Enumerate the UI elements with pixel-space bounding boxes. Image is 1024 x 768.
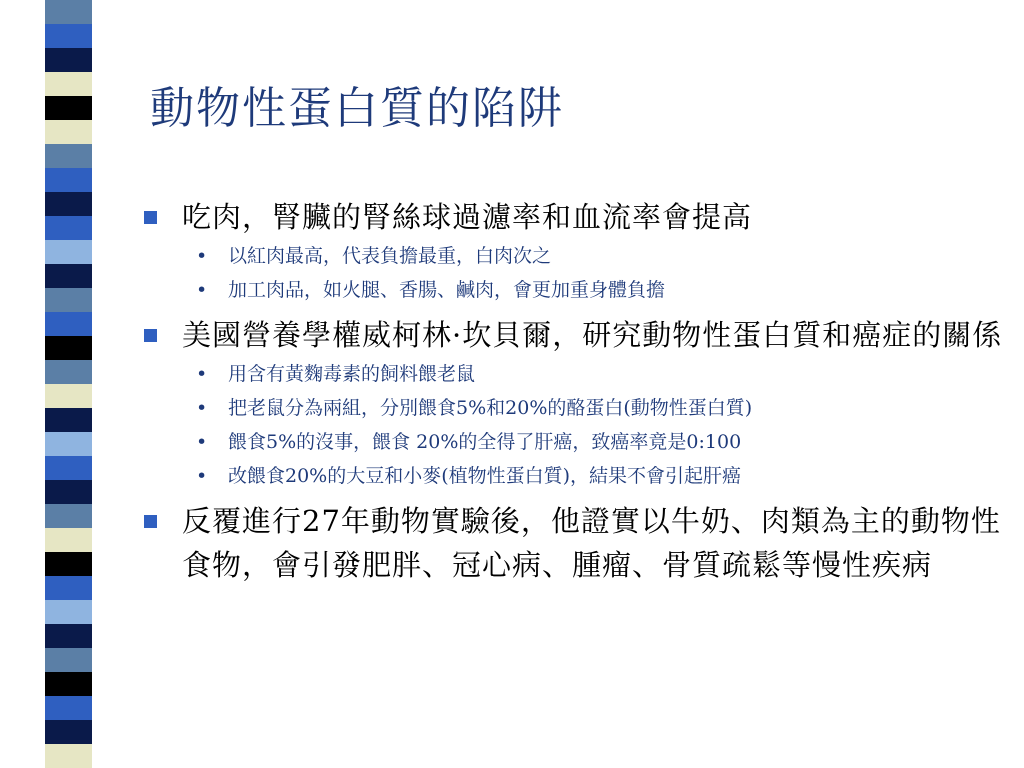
stripe-block: [45, 720, 92, 744]
stripe-block: [45, 480, 92, 504]
stripe-block: [45, 696, 92, 720]
sub-bullet-text: 用含有黃麴毒素的飼料餵老鼠: [228, 363, 476, 385]
stripe-block: [45, 48, 92, 72]
stripe-block: [45, 336, 92, 360]
sub-bullet-2-4: [140, 459, 1010, 493]
bullet-square-icon: [144, 329, 157, 342]
stripe-block: [45, 384, 92, 408]
stripe-block: [45, 288, 92, 312]
stripe-block: [45, 624, 92, 648]
stripe-block: [45, 96, 92, 120]
sub-bullet-1-1: [140, 239, 1010, 273]
bullet-1-text: 吃肉，腎臟的腎絲球過濾率和血流率會提高: [182, 200, 753, 234]
bullet-square-icon: [144, 211, 157, 224]
stripe-block: [45, 144, 92, 168]
sub-bullet-2-1: [140, 357, 1010, 391]
stripe-block: [45, 216, 92, 240]
slide-title: 動物性蛋白質的陷阱: [150, 83, 564, 134]
stripe-block: [45, 168, 92, 192]
stripe-block: [45, 528, 92, 552]
stripe-block: [45, 408, 92, 432]
sub-bullet-text: 把老鼠分為兩組，分別餵食5%和20%的酪蛋白(動物性蛋白質): [228, 397, 753, 419]
stripe-block: [45, 72, 92, 96]
bullet-square-icon: [144, 515, 157, 528]
stripe-block: [45, 0, 92, 24]
stripe-block: [45, 432, 92, 456]
sub-bullet-2-2: [140, 391, 1010, 425]
stripe-block: [45, 504, 92, 528]
slide-body: [140, 195, 1010, 587]
sub-bullet-2-3: [140, 425, 1010, 459]
decorative-stripe: [45, 0, 92, 768]
sub-bullet-text: 以紅肉最高，代表負擔最重，白肉次之: [228, 245, 552, 267]
stripe-block: [45, 552, 92, 576]
bullet-3-text: 反覆進行27年動物實驗後，他證實以牛奶、肉類為主的動物性食物，會引發肥胖、冠心病、腫瘤、骨質疏鬆等慢性疾病: [182, 504, 1001, 582]
stripe-block: [45, 672, 92, 696]
bullet-3: [140, 499, 1010, 587]
stripe-block: [45, 120, 92, 144]
sub-bullet-text: 餵食5%的沒事，餵食 20%的全得了肝癌，致癌率竟是0:100: [228, 431, 742, 453]
stripe-block: [45, 600, 92, 624]
stripe-block: [45, 264, 92, 288]
bullet-dot-icon: •: [196, 465, 208, 487]
bullet-1: [140, 195, 1010, 239]
stripe-block: [45, 576, 92, 600]
bullet-dot-icon: •: [196, 397, 208, 419]
bullet-dot-icon: •: [196, 279, 208, 301]
bullet-dot-icon: •: [196, 431, 208, 453]
bullet-dot-icon: •: [196, 363, 208, 385]
stripe-block: [45, 360, 92, 384]
bullet-2: [140, 313, 1010, 357]
bullet-2-text: 美國營養學權威柯林·坎貝爾，研究動物性蛋白質和癌症的關係: [182, 318, 1003, 352]
stripe-block: [45, 240, 92, 264]
sub-bullet-text: 改餵食20%的大豆和小麥(植物性蛋白質)，結果不會引起肝癌: [228, 465, 742, 487]
stripe-block: [45, 24, 92, 48]
stripe-block: [45, 456, 92, 480]
stripe-block: [45, 744, 92, 768]
sub-bullet-1-2: [140, 273, 1010, 307]
stripe-block: [45, 312, 92, 336]
bullet-dot-icon: •: [196, 245, 208, 267]
stripe-block: [45, 648, 92, 672]
sub-bullet-text: 加工肉品，如火腿、香腸、鹹肉，會更加重身體負擔: [228, 279, 666, 301]
stripe-block: [45, 192, 92, 216]
